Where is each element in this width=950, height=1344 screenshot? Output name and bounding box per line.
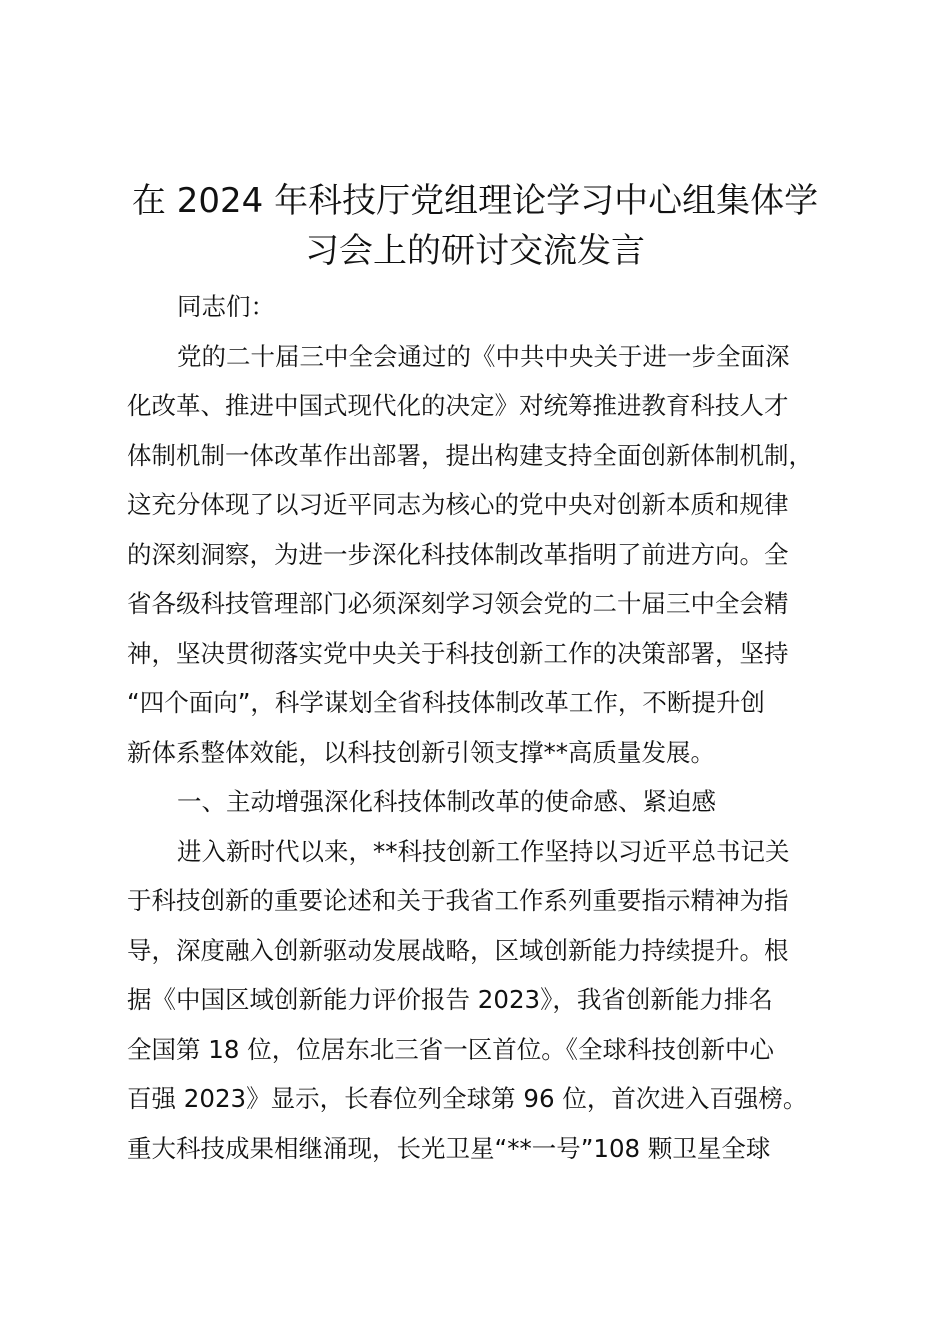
text-line: “四个面向”，科学谋划全省科技体制改革工作，不断提升创 [127, 688, 765, 717]
paragraph-intro [127, 332, 847, 778]
text-line: 化改革、推进中国式现代化的决定》对统筹推进教育科技人才 [127, 391, 789, 420]
text-line: 的深刻洞察，为进一步深化科技体制改革指明了前进方向。全 [127, 539, 789, 569]
text-line: 省各级科技管理部门必须深刻学习领会党的二十届三中全会精 [127, 589, 789, 618]
text-line: 重大科技成果相继涌现，长光卫星“**一号”108 颗卫星全球 [127, 1133, 771, 1163]
document-body [127, 282, 847, 1173]
text-line: 进入新时代以来，**科技创新工作坚持以习近平总书记关 [177, 836, 790, 866]
text-line: 体制机制一体改革作出部署，提出构建支持全面创新体制机制， [127, 440, 813, 470]
section-heading: 一、主动增强深化科技体制改革的使命感、紧迫感 [177, 787, 716, 816]
text-line: 据《中国区域创新能力评价报告 2023》，我省创新能力排名 [127, 985, 773, 1014]
text-line: 百强 2023》显示，长春位列全球第 96 位，首次进入百强榜。 [127, 1084, 808, 1113]
text-line: 神，坚决贯彻落实党中央关于科技创新工作的决策部署，坚持 [127, 638, 789, 668]
text-line: 党的二十届三中全会通过的《中共中央关于进一步全面深 [177, 341, 790, 371]
title-line: 习会上的研讨交流发言 [305, 231, 645, 271]
title-line: 在 2024 年科技厅党组理论学习中心组集体学 [131, 181, 819, 221]
paragraph-section1 [127, 827, 847, 1174]
document-title [100, 176, 850, 276]
text-line: 全国第 18 位，位居东北三省一区首位。《全球科技创新中心 [127, 1034, 774, 1064]
text-line: 于科技创新的重要论述和关于我省工作系列重要指示精神为指 [127, 886, 789, 915]
text-line: 新体系整体效能，以科技创新引领支撑**高质量发展。 [127, 737, 715, 767]
text-line: 导，深度融入创新驱动发展战略，区域创新能力持续提升。根 [127, 935, 789, 965]
text-line: 这充分体现了以习近平同志为核心的党中央对创新本质和规律 [127, 490, 789, 519]
salutation: 同志们： [177, 292, 275, 321]
